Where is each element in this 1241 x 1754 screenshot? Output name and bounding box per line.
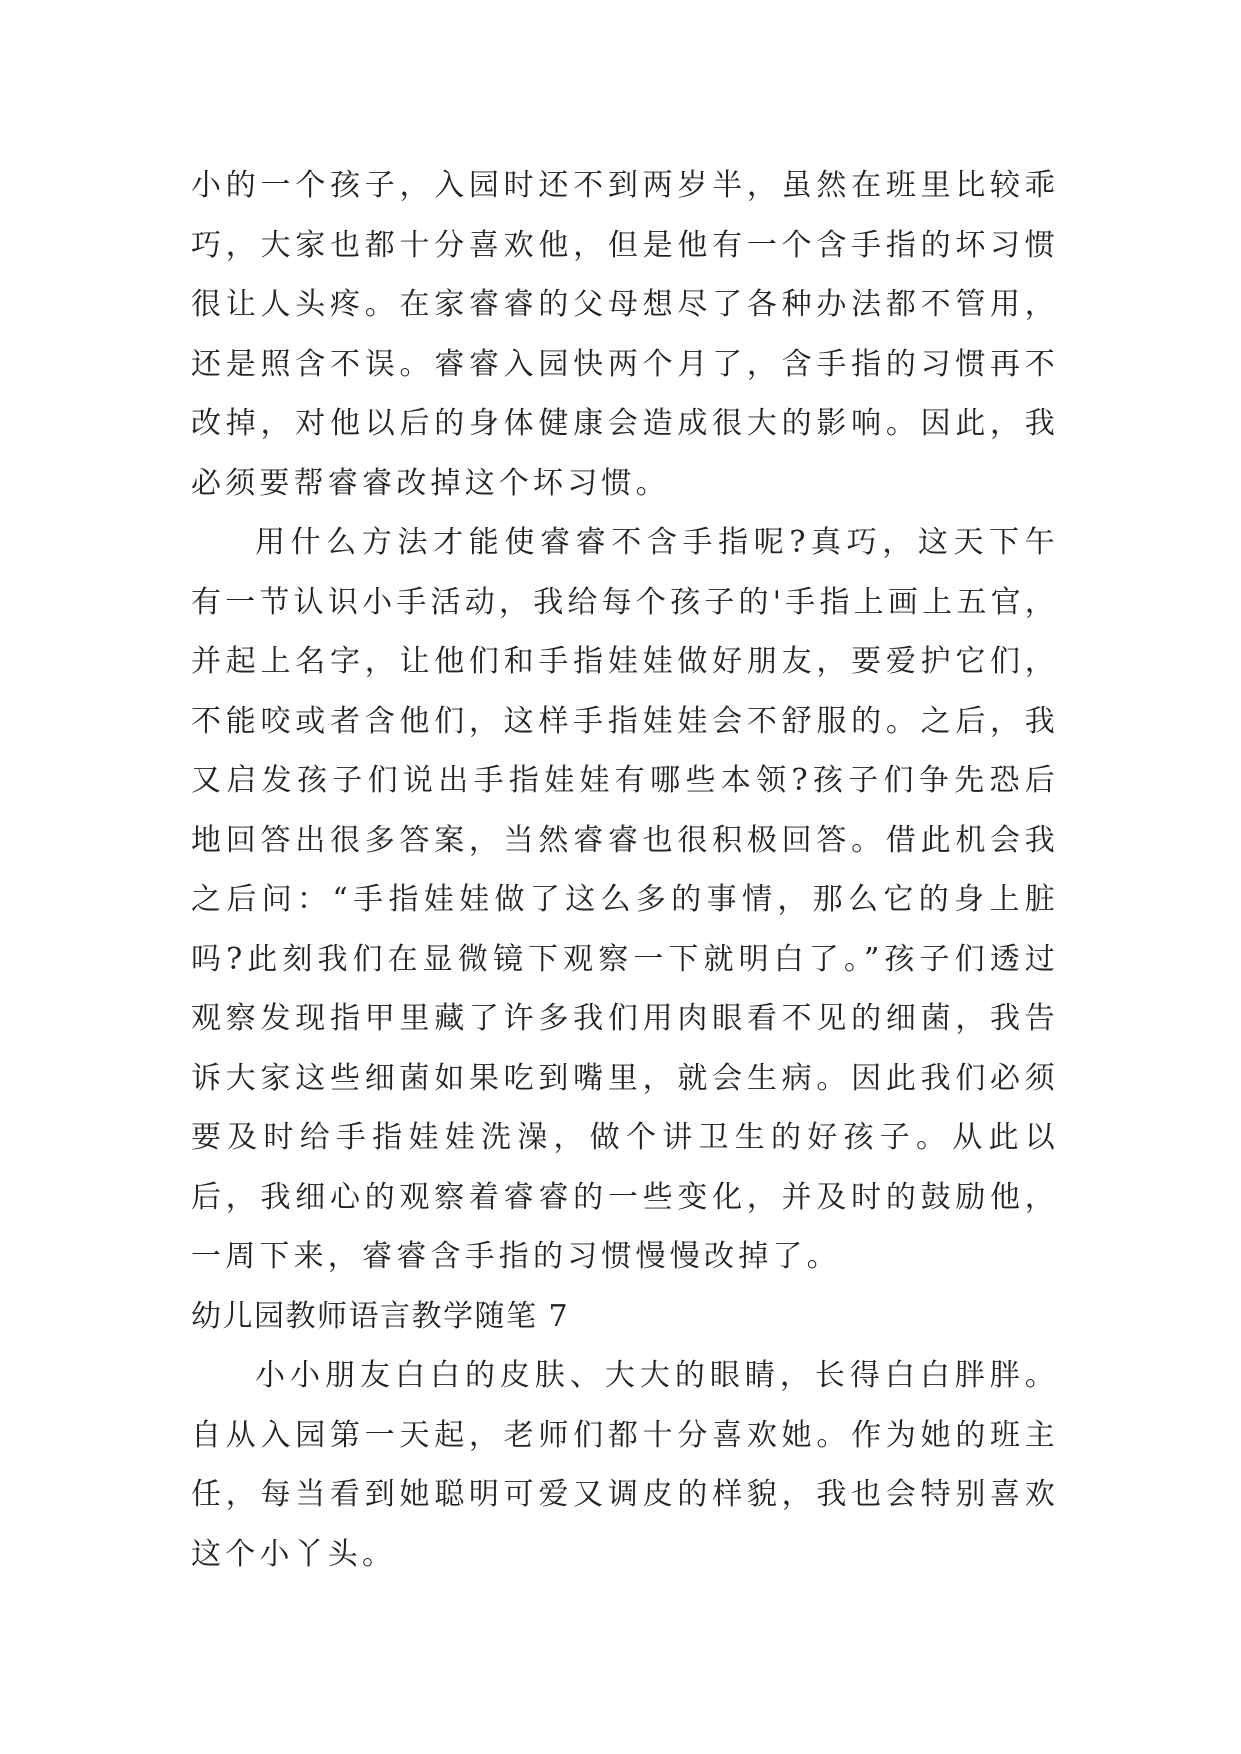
section-heading: 幼儿园教师语言教学随笔 7	[191, 1298, 570, 1334]
paragraph-finger-dolls: 用什么方法才能使睿睿不含手指呢?真巧，这天下午有一节认识小手活动，我给每个孩子的'手指上画上五官，并起上名字，让他们和手指娃娃做好朋友，要爱护它们，不能咬或者含他们，这样手指娃娃会不舒服的。之后，我又启发孩子们说出手指娃娃有哪些本领?孩子们争先恐后地回答出很多答案，当然睿睿也很积极回答。借此机会我之后问：“手指娃娃做了这么多的事情，那么它的身上脏吗?此刻我们在显微镜下观察一下就明白了。”孩子们透过观察发现指甲里藏了许多我们用肉眼看不见的细菌，我告诉大家这些细菌如果吃到嘴里，就会生病。因此我们必须要及时给手指娃娃洗澡，做个讲卫生的好孩子。从此以后，我细心的观察着睿睿的一些变化，并及时的鼓励他，一周下来，睿睿含手指的习惯慢慢改掉了。	[191, 525, 1059, 1274]
paragraph-continuation: 小的一个孩子，入园时还不到两岁半，虽然在班里比较乖巧，大家也都十分喜欢他，但是他有一个含手指的坏习惯很让人头疼。在家睿睿的父母想尽了各种办法都不管用，还是照含不误。睿睿入园快两个月了，含手指的习惯再不改掉，对他以后的身体健康会造成很大的影响。因此，我必须要帮睿睿改掉这个坏习惯。	[191, 168, 1059, 501]
paragraph-little-friend: 小小朋友白白的皮肤、大大的眼睛，长得白白胖胖。自从入园第一天起，老师们都十分喜欢她。作为她的班主任，每当看到她聪明可爱又调皮的样貌，我也会特别喜欢这个小丫头。	[191, 1358, 1059, 1572]
document-body	[191, 156, 1059, 1584]
